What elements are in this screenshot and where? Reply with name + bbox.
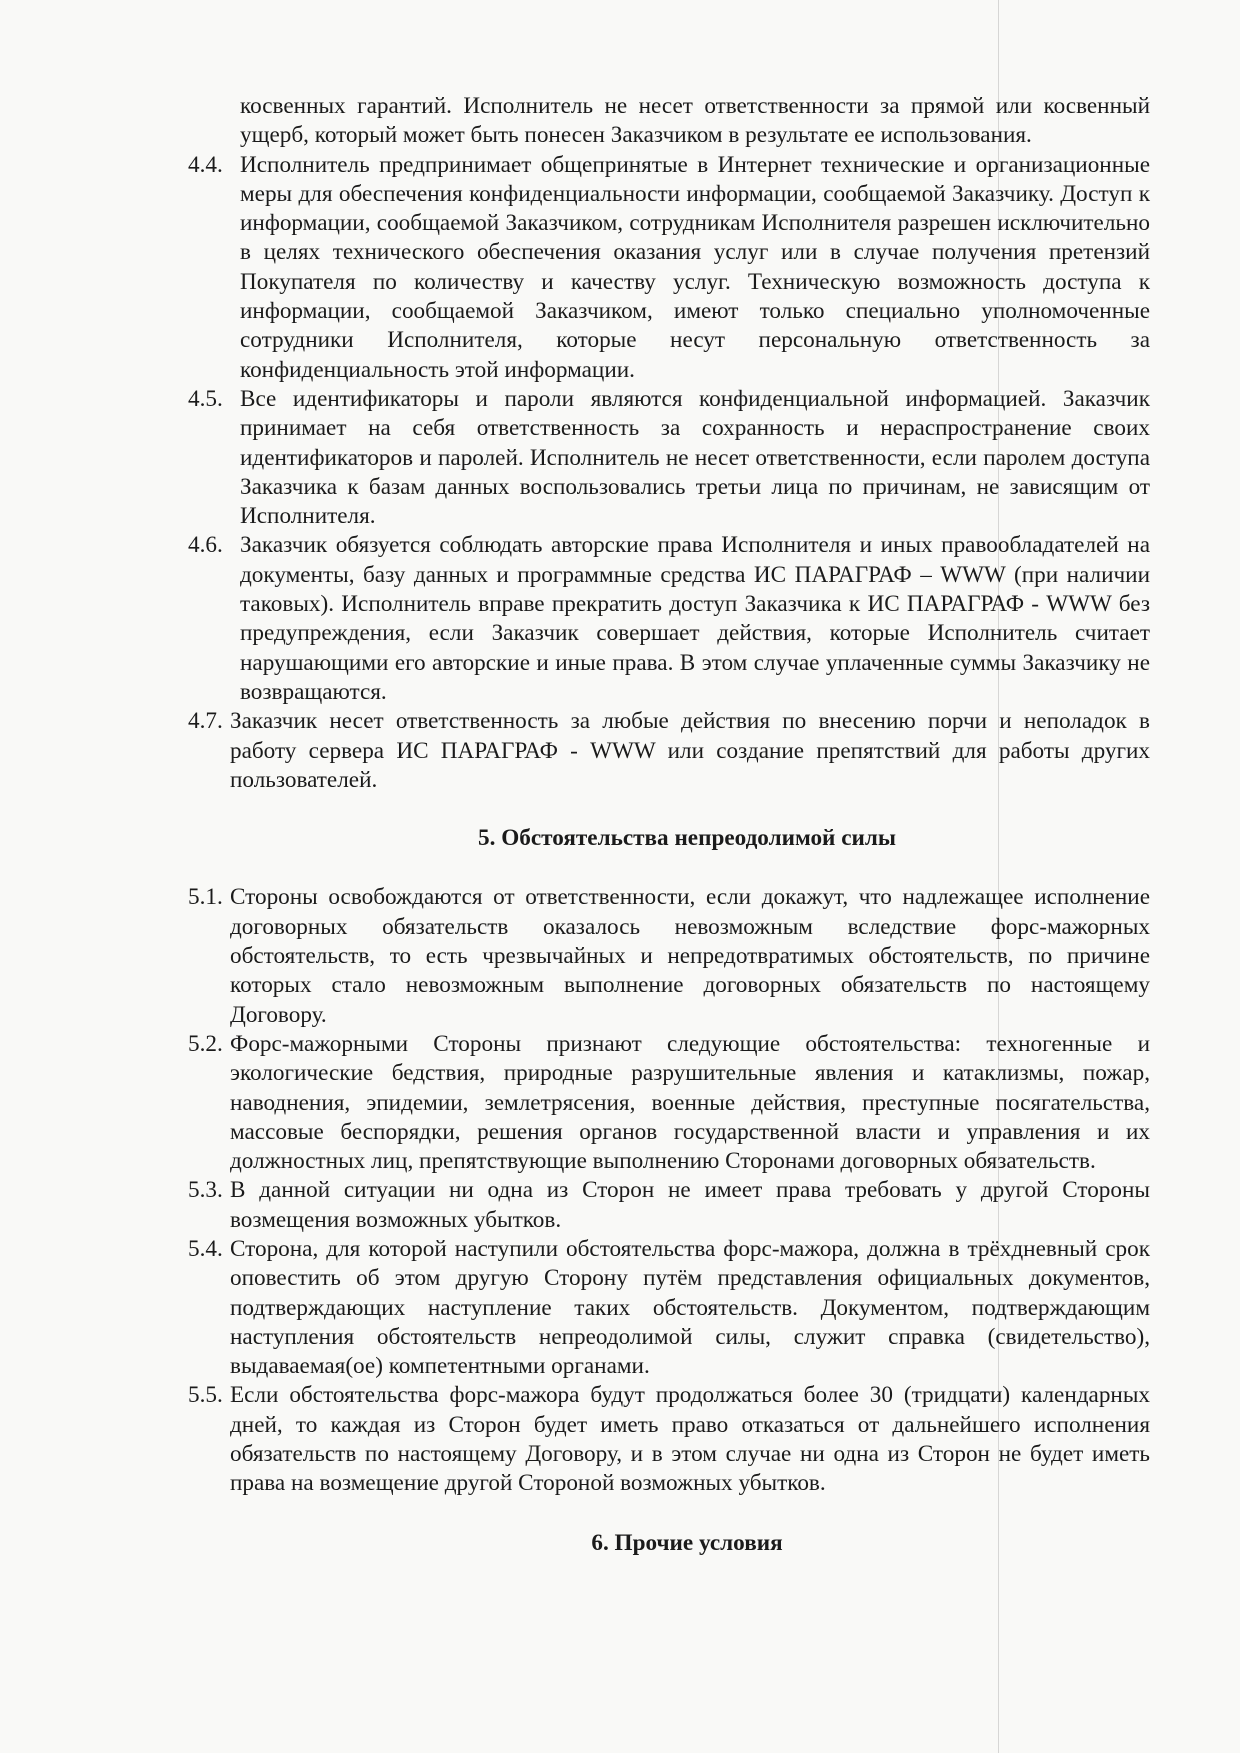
clause-number: 5.5. bbox=[188, 1382, 223, 1409]
clause-4-4 bbox=[188, 151, 1150, 385]
clause-text: Форс-мажорными Стороны признают следующие обстоятельства: техногенные и экологические бедствия, природные разрушительные явления и катаклизмы, пожар, наводнения, эпидемии, землетрясения, военные действия, преступные посягательства, массовые беспорядки, решения органов государственной власти и управления и их должностных лиц, препятствующие выполнению Сторонами договорных обязательств. bbox=[230, 1030, 1150, 1175]
clause-text: Сторона, для которой наступили обстоятельства форс-мажора, должна в трёхдневный срок оповестить об этом другую Сторону путём представления официальных документов, подтверждающих наступление таких обстоятельств. Документом, подтверждающим наступления обстоятельств непреодолимой силы, служит справка (свидетельство), выдаваемая(ое) компетентными органами. bbox=[230, 1235, 1150, 1380]
section-5-heading: 5. Обстоятельства непреодолимой силы bbox=[478, 825, 896, 852]
clause-5-5 bbox=[188, 1381, 1150, 1498]
clause-number: 5.3. bbox=[188, 1177, 223, 1204]
clause-4-7 bbox=[188, 707, 1150, 795]
clause-5-1 bbox=[188, 883, 1150, 1029]
intro-paragraph: косвенных гарантий. Исполнитель не несет ответственности за прямой или косвенный ущерб, который может быть понесен Заказчиком в результате ее использования. bbox=[240, 93, 1150, 149]
clause-number: 4.4. bbox=[188, 151, 223, 178]
clause-text: Стороны освобождаются от ответственности, если докажут, что надлежащее исполнение договорных обязательств оказалось невозможным вследствие форс-мажорных обстоятельств, то есть чрезвычайных и непредотвратимых обстоятельств, по причине которых стало невозможным выполнение договорных обязательств по настоящему Договору. bbox=[230, 884, 1150, 1028]
clause-4-5 bbox=[188, 385, 1150, 531]
clause-number: 5.2. bbox=[188, 1030, 223, 1057]
clause-number: 5.4. bbox=[188, 1235, 223, 1262]
clause-5-3 bbox=[188, 1176, 1150, 1235]
clause-5-4 bbox=[188, 1235, 1150, 1381]
clause-number: 4.5. bbox=[188, 385, 223, 412]
clause-text: Если обстоятельства форс-мажора будут продолжаться более 30 (тридцати) календарных дней, то каждая из Сторон будет иметь право отказаться от дальнейшего исполнения обязательств по настоящему Договору, и в этом случае ни одна из Сторон не будет иметь права на возмещение другой Стороной возможных убытков. bbox=[230, 1382, 1150, 1497]
clause-text: Все идентификаторы и пароли являются конфиденциальной информацией. Заказчик принимает на себя ответственность за сохранность и нераспространение своих идентификаторов и паролей. Исполнитель не несет ответственности, если паролем доступа Заказчика к базам данных воспользовались третьи лица по причинам, не зависящим от Исполнителя. bbox=[240, 385, 1150, 530]
clause-text: Заказчик обязуется соблюдать авторские права Исполнителя и иных правообладателей на документы, базу данных и программные средства ИС ПАРАГРАФ – WWW (при наличии таковых). Исполнитель вправе прекратить доступ Заказчика к ИС ПАРАГРАФ - WWW без предупреждения, если Заказчик совершает действия, которые Исполнитель считает нарушающими его авторские и иные права. В этом случае уплаченные суммы Заказчику не возвращаются. bbox=[240, 532, 1150, 705]
clause-text: Исполнитель предпринимает общепринятые в Интернет технические и организационные меры для обеспечения конфиденциальности информации, сообщаемой Заказчику. Доступ к информации, сообщаемой Заказчиком, сотрудникам Исполнителя разрешен исключительно в целях технического обеспечения оказания услуг или в случае получения претензий Покупателя по количеству и качеству услуг. Техническую возможность доступа к информации, сообщаемой Заказчиком, имеют только специально уполномоченные сотрудники Исполнителя, которые несут персональную ответственность за конфиденциальность этой информации. bbox=[240, 151, 1150, 383]
section-4-items bbox=[188, 151, 1150, 796]
section-6-heading: 6. Прочие условия bbox=[591, 1529, 783, 1556]
document-body bbox=[188, 92, 1150, 1558]
clause-5-2 bbox=[188, 1030, 1150, 1176]
clause-number: 5.1. bbox=[188, 884, 223, 911]
section-5-items bbox=[188, 883, 1150, 1498]
clause-4-6 bbox=[188, 531, 1150, 707]
clause-number: 4.6. bbox=[188, 532, 223, 559]
clause-number: 4.7. bbox=[188, 708, 223, 735]
clause-text: Заказчик несет ответственность за любые действия по внесению порчи и неполадок в работу сервера ИС ПАРАГРАФ - WWW или создание препятствий для работы других пользователей. bbox=[230, 708, 1150, 793]
clause-text: В данной ситуации ни одна из Сторон не имеет права требовать у другой Стороны возмещения возможных убытков. bbox=[230, 1177, 1150, 1233]
